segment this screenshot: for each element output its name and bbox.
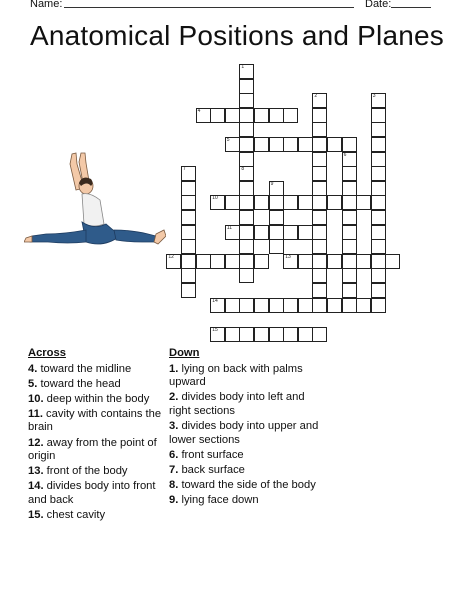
- crossword-cell[interactable]: [269, 225, 284, 240]
- crossword-cell[interactable]: [371, 93, 386, 108]
- crossword-cell[interactable]: [210, 254, 225, 269]
- crossword-cell[interactable]: [181, 283, 196, 298]
- clue-text: toward the midline: [37, 362, 132, 375]
- clue-text: deep within the body: [43, 392, 150, 405]
- clue-text: divides body into front and back: [28, 480, 156, 506]
- down-heading: Down: [169, 347, 200, 359]
- crossword-cell[interactable]: [312, 93, 327, 108]
- crossword-cell[interactable]: [327, 254, 342, 269]
- across-heading: Across: [28, 347, 66, 359]
- crossword-cell[interactable]: [254, 254, 269, 269]
- crossword-cell[interactable]: [210, 327, 225, 342]
- crossword-cell[interactable]: [239, 254, 254, 269]
- clue-text: divides body into left and right sections: [169, 391, 305, 417]
- crossword-cell[interactable]: [269, 239, 284, 254]
- crossword-cell[interactable]: [312, 225, 327, 240]
- crossword-cell[interactable]: [181, 210, 196, 225]
- crossword-cell[interactable]: [269, 181, 284, 196]
- crossword-cell[interactable]: [342, 195, 357, 210]
- across-clue: [28, 393, 164, 407]
- crossword-cell[interactable]: [269, 195, 284, 210]
- crossword-cell[interactable]: [342, 152, 357, 167]
- down-clue: [169, 420, 319, 447]
- crossword-cell[interactable]: [371, 152, 386, 167]
- crossword-cell[interactable]: [298, 225, 313, 240]
- crossword-cell[interactable]: [356, 254, 371, 269]
- crossword-cell[interactable]: [312, 327, 327, 342]
- crossword-cell[interactable]: [239, 181, 254, 196]
- crossword-cell[interactable]: [181, 225, 196, 240]
- across-clue: [28, 465, 164, 479]
- across-clue: [28, 437, 164, 464]
- clue-number: 14.: [28, 480, 44, 493]
- crossword-cell[interactable]: [298, 298, 313, 313]
- crossword-cell[interactable]: [269, 298, 284, 313]
- crossword-cell[interactable]: [181, 254, 196, 269]
- clue-text: front of the body: [43, 465, 128, 478]
- crossword-cell[interactable]: [196, 254, 211, 269]
- crossword-cell[interactable]: [210, 298, 225, 313]
- crossword-cell[interactable]: [239, 79, 254, 94]
- crossword-cell[interactable]: [239, 122, 254, 137]
- cell-number: 15: [212, 326, 218, 333]
- crossword-cell[interactable]: [356, 298, 371, 313]
- crossword-cell[interactable]: [327, 195, 342, 210]
- cell-number: 5: [226, 137, 230, 143]
- crossword-cell[interactable]: [225, 195, 240, 210]
- cell-number: 9: [270, 180, 274, 187]
- clue-text: chest cavity: [43, 509, 106, 522]
- crossword-cell[interactable]: [312, 239, 327, 254]
- down-clue: [169, 363, 319, 390]
- crossword-cell[interactable]: [239, 166, 254, 181]
- crossword-cell[interactable]: [312, 152, 327, 167]
- crossword-cell[interactable]: [342, 137, 357, 152]
- crossword-cell[interactable]: [166, 254, 181, 269]
- clue-number: 10.: [28, 392, 44, 405]
- crossword-cell[interactable]: [225, 327, 240, 342]
- crossword-cell[interactable]: [254, 327, 269, 342]
- crossword-cell[interactable]: [298, 254, 313, 269]
- across-clue: [28, 480, 164, 507]
- clue-number: 3.: [169, 419, 179, 432]
- crossword-cell[interactable]: [342, 268, 357, 283]
- cell-number: 12: [168, 253, 174, 260]
- cell-number: 3: [372, 93, 376, 100]
- crossword-cell[interactable]: [371, 166, 386, 181]
- clue-number: 5.: [28, 377, 38, 390]
- cell-number: 11: [226, 224, 232, 231]
- crossword-cell[interactable]: [312, 254, 327, 269]
- crossword-cell[interactable]: [254, 298, 269, 313]
- clue-number: 4.: [28, 362, 38, 375]
- crossword-cell[interactable]: [239, 108, 254, 123]
- crossword-cell[interactable]: [371, 239, 386, 254]
- crossword-cell[interactable]: [239, 327, 254, 342]
- crossword-cell[interactable]: [312, 108, 327, 123]
- crossword-cell[interactable]: [225, 137, 240, 152]
- clue-number: 6.: [169, 448, 179, 461]
- crossword-cell[interactable]: [254, 137, 269, 152]
- crossword-cell[interactable]: [371, 268, 386, 283]
- across-clues: [28, 347, 164, 524]
- cell-number: 7: [183, 166, 186, 173]
- crossword-cell[interactable]: [371, 254, 386, 269]
- across-clue: [28, 363, 164, 377]
- date-label: Date:: [365, 0, 392, 10]
- down-clue: [169, 391, 319, 418]
- clue-text: lying face down: [178, 493, 259, 506]
- crossword-cell[interactable]: [371, 137, 386, 152]
- down-clues: [169, 347, 319, 509]
- crossword-cell[interactable]: [239, 64, 254, 79]
- crossword-cell[interactable]: [342, 239, 357, 254]
- clue-text: cavity with contains the brain: [28, 407, 162, 434]
- crossword-cell[interactable]: [298, 137, 313, 152]
- down-clue: [169, 479, 319, 493]
- crossword-cell[interactable]: [210, 108, 225, 123]
- clue-text: toward the side of the body: [178, 478, 316, 491]
- crossword-cell[interactable]: [312, 181, 327, 196]
- crossword-cell[interactable]: [269, 108, 284, 123]
- clue-number: 12.: [28, 436, 44, 449]
- clue-text: away from the point of origin: [28, 436, 157, 463]
- crossword-cell[interactable]: [283, 225, 298, 240]
- crossword-cell[interactable]: [239, 195, 254, 210]
- clue-text: divides body into upper and lower sections: [169, 419, 319, 446]
- clue-number: 11.: [28, 407, 43, 420]
- crossword-cell[interactable]: [269, 137, 284, 152]
- clue-number: 15.: [28, 509, 44, 522]
- crossword-cell[interactable]: [239, 225, 254, 240]
- crossword-cell[interactable]: [225, 254, 240, 269]
- crossword-cell[interactable]: [181, 268, 196, 283]
- crossword-cell[interactable]: [210, 195, 225, 210]
- down-clue: [169, 449, 319, 463]
- clue-number: 2.: [169, 391, 179, 404]
- crossword-cell[interactable]: [312, 166, 327, 181]
- cell-number: 4: [197, 107, 201, 114]
- crossword-cell[interactable]: [312, 268, 327, 283]
- crossword-cell[interactable]: [283, 298, 298, 313]
- page-title: Anatomical Positions and Planes: [30, 20, 444, 51]
- crossword-cell[interactable]: [283, 108, 298, 123]
- crossword-cell[interactable]: [239, 152, 254, 167]
- crossword-cell[interactable]: [327, 137, 342, 152]
- crossword-cell[interactable]: [342, 225, 357, 240]
- cell-number: 13: [285, 253, 291, 260]
- cell-number: 1: [241, 64, 245, 70]
- clue-number: 13.: [28, 465, 44, 478]
- crossword-cell[interactable]: [269, 327, 284, 342]
- clue-number: 8.: [169, 478, 179, 491]
- crossword-cell[interactable]: [327, 298, 342, 313]
- crossword-cell[interactable]: [342, 181, 357, 196]
- crossword-cell[interactable]: [298, 327, 313, 342]
- clue-text: front surface: [178, 448, 244, 461]
- crossword-cell[interactable]: [371, 210, 386, 225]
- crossword-cell[interactable]: [283, 254, 298, 269]
- crossword-cell[interactable]: [371, 283, 386, 298]
- crossword-cell[interactable]: [342, 210, 357, 225]
- crossword-cell[interactable]: [371, 225, 386, 240]
- down-clue: [169, 464, 319, 478]
- crossword-cell[interactable]: [371, 181, 386, 196]
- crossword-cell[interactable]: [385, 254, 400, 269]
- crossword-cell[interactable]: [181, 195, 196, 210]
- crossword-cell[interactable]: [239, 239, 254, 254]
- clue-text: lying on back with palms upward: [169, 362, 303, 389]
- across-clue: [28, 509, 164, 523]
- crossword-cell[interactable]: [342, 166, 357, 181]
- crossword-cell[interactable]: [181, 239, 196, 254]
- clue-text: back surface: [178, 463, 245, 476]
- crossword-cell[interactable]: [312, 137, 327, 152]
- crossword-cell[interactable]: [371, 108, 386, 123]
- crossword-cell[interactable]: [342, 254, 357, 269]
- crossword-cell[interactable]: [254, 108, 269, 123]
- clue-number: 7.: [169, 463, 179, 476]
- cell-number: 6: [343, 151, 347, 158]
- crossword-cell[interactable]: [298, 195, 313, 210]
- across-clue-list: [28, 363, 164, 523]
- clue-number: 1.: [169, 362, 179, 375]
- crossword-cell[interactable]: [371, 195, 386, 210]
- crossword-cell[interactable]: [225, 225, 240, 240]
- crossword-cell[interactable]: [181, 181, 196, 196]
- crossword-cell[interactable]: [312, 122, 327, 137]
- down-clue-list: [169, 363, 319, 508]
- crossword-cell[interactable]: [196, 108, 211, 123]
- clue-text: toward the head: [37, 377, 121, 390]
- crossword-cell[interactable]: [269, 210, 284, 225]
- crossword-cell[interactable]: [283, 195, 298, 210]
- clue-number: 9.: [169, 493, 179, 506]
- cell-number: 8: [241, 166, 245, 173]
- crossword-cell[interactable]: [312, 298, 327, 313]
- across-clue: [28, 408, 164, 435]
- crossword-cell[interactable]: [342, 283, 357, 298]
- crossword-cell[interactable]: [239, 137, 254, 152]
- crossword-cell[interactable]: [283, 327, 298, 342]
- name-label: Name:: [30, 0, 63, 10]
- crossword-cell[interactable]: [225, 108, 240, 123]
- crossword-cell[interactable]: [312, 195, 327, 210]
- crossword-cell[interactable]: [283, 137, 298, 152]
- crossword-cell[interactable]: [312, 283, 327, 298]
- crossword-cell[interactable]: [239, 93, 254, 108]
- crossword-cell[interactable]: [239, 298, 254, 313]
- across-clue: [28, 378, 164, 392]
- crossword-cell[interactable]: [371, 122, 386, 137]
- crossword-cell[interactable]: [239, 268, 254, 283]
- crossword-cell[interactable]: [254, 225, 269, 240]
- crossword-cell[interactable]: [225, 298, 240, 313]
- cell-number: 2: [314, 93, 318, 100]
- crossword-cell[interactable]: [254, 195, 269, 210]
- cell-number: 14: [212, 297, 218, 304]
- crossword-cell[interactable]: [371, 298, 386, 313]
- crossword-cell[interactable]: [239, 210, 254, 225]
- crossword-cell[interactable]: [356, 195, 371, 210]
- crossword-cell[interactable]: [312, 210, 327, 225]
- cell-number: 10: [212, 195, 218, 202]
- crossword-cell[interactable]: [342, 298, 357, 313]
- down-clue: [169, 494, 319, 508]
- crossword-cell[interactable]: [181, 166, 196, 181]
